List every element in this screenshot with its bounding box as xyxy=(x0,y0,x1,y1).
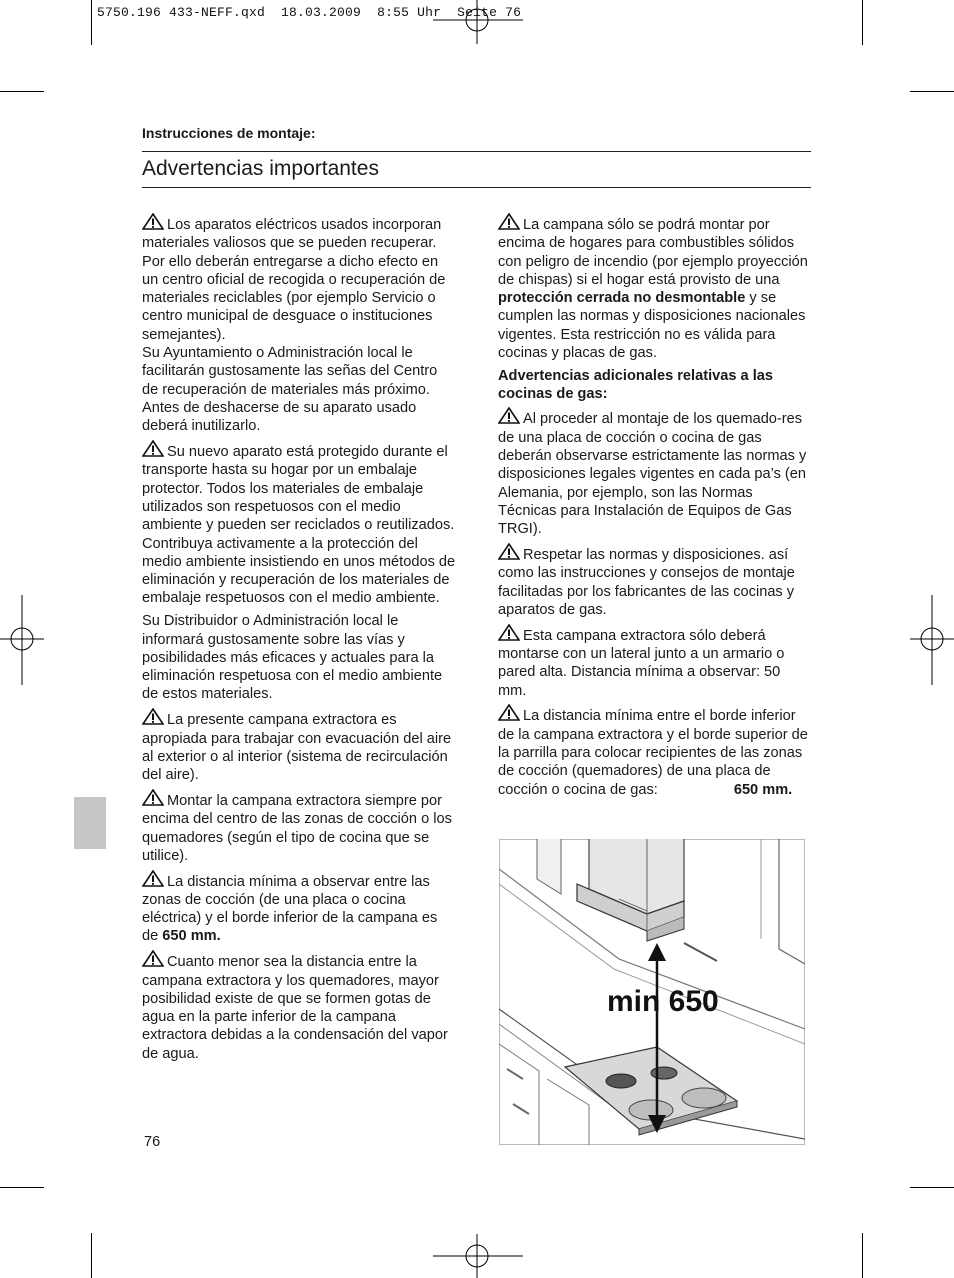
warning-triangle-icon xyxy=(498,407,520,424)
crop-mark xyxy=(910,91,954,92)
paragraph: Su Distribuidor o Administración local le informará gustosamente sobre las vías y posibilidades más eficaces y actuales para la eliminación respetuosa con el medio ambiente de estos materiales. xyxy=(142,613,443,703)
distance-value: 650 mm. xyxy=(733,781,793,798)
warning-triangle-icon xyxy=(142,440,164,457)
warning-triangle-icon xyxy=(498,213,520,230)
crop-mark xyxy=(910,1187,954,1188)
crop-mark xyxy=(862,1233,863,1278)
chapter-tab xyxy=(74,797,106,849)
crop-mark xyxy=(0,91,44,92)
crop-mark xyxy=(862,0,863,45)
paragraph: Montar la campana extractora siempre por encima del centro de las zonas de cocción o los quemadores (según el tipo de cocina que se utilice). xyxy=(142,789,456,865)
warning-triangle-icon xyxy=(142,789,164,806)
registration-mark-icon xyxy=(0,595,44,685)
warning-triangle-icon xyxy=(142,213,164,230)
warning-triangle-icon xyxy=(498,543,520,560)
paragraph: La distancia mínima a observar entre las zonas de cocción (de una placa o cocina eléctrica) y el borde inferior de la campana es de 650 mm. xyxy=(142,870,456,946)
print-slug xyxy=(97,5,521,20)
page-number: 76 xyxy=(144,1134,161,1150)
slug-time: 8:55 Uhr xyxy=(377,5,442,20)
slug-file: 5750.196 433-NEFF.qxd xyxy=(97,5,266,20)
right-column xyxy=(498,213,812,803)
paragraph: Los aparatos eléctricos usados incorporan materiales valiosos que se pueden recuperar. Por ello deberán entregarse a dicho efecto en un centro oficial de recogida o recuperación de materiales reciclables (por ejemplo Servicio o centro municipal de desguace o instituciones semejantes). xyxy=(142,213,456,344)
registration-mark-icon xyxy=(910,595,954,685)
paragraph: Esta campana extractora sólo deberá montarse con un lateral junto a un armario o pared alta. Distancia mínima a observar: 50 mm. xyxy=(498,624,812,700)
registration-mark-icon xyxy=(433,1234,523,1278)
crop-mark xyxy=(0,1187,44,1188)
warning-triangle-icon xyxy=(142,870,164,887)
paragraph: La presente campana extractora es apropiada para trabajar con evacuación del aire al exterior o al interior (sistema de recirculación del aire). xyxy=(142,708,456,784)
paragraph: Al proceder al montaje de los quemado-res de una placa de cocción o cocina de gas deberán observarse estrictamente las normas y disposiciones legales vigentes en cada pa’s (en Alemania, por ejemplo, son las Normas Técnicas para Instalación de Equipos de Gas TRGI). xyxy=(498,407,812,538)
slug-page: Seite 76 xyxy=(457,5,522,20)
left-column xyxy=(142,213,456,1068)
warning-triangle-icon xyxy=(498,624,520,641)
paragraph: Antes de deshacerse de su aparato usado deberá inutilizarlo. xyxy=(142,399,417,435)
subheading: Advertencias adicionales relativas a las cocinas de gas: xyxy=(498,367,774,403)
page-title: Advertencias importantes xyxy=(142,157,379,180)
paragraph: Su Ayuntamiento o Administración local le facilitarán gustosamente las señas del Centro de recuperación de materiales más próximo. xyxy=(142,345,438,398)
slug-date: 18.03.2009 xyxy=(281,5,362,20)
paragraph: Su nuevo aparato está protegido durante el transporte hasta su hogar por un embalaje protector. Todos los materiales de embalaje utilizados son respetuosos con el medio ambiente y pueden ser reciclados o reutilizados. Contribuya activamente a la protección del medio ambiente insistiendo en unos métodos de eliminación y recuperación de los materiales de embalaje respetuosos con el medio ambiente. xyxy=(142,440,456,608)
paragraph: La distancia mínima entre el borde inferior de la campana extractora y el borde superior de la parrilla para colocar recipientes de las zonas de cocción (quemadores) de una placa de cocción o cocina de gas: 650 mm. xyxy=(498,704,812,798)
crop-mark xyxy=(91,1233,92,1278)
warning-triangle-icon xyxy=(142,708,164,725)
paragraph: Cuanto menor sea la distancia entre la campana extractora y los quemadores, mayor posibilidad existe de que se formen gotas de agua en la parte inferior de la campana extractora debidas a la condensación del vapor de agua. xyxy=(142,950,456,1063)
crop-mark xyxy=(91,0,92,45)
distance-value: 650 mm. xyxy=(162,928,221,945)
dimension-label: min 650 xyxy=(607,985,719,1018)
divider xyxy=(142,151,811,152)
warning-triangle-icon xyxy=(498,704,520,721)
emphasis: protección cerrada no desmontable xyxy=(498,290,746,307)
paragraph: Respetar las normas y disposiciones. así como las instrucciones y consejos de montaje facilitadas por los fabricantes de las cocinas y aparatos de gas. xyxy=(498,543,812,619)
section-label: Instrucciones de montaje: xyxy=(142,125,316,141)
warning-triangle-icon xyxy=(142,950,164,967)
divider xyxy=(142,187,811,188)
paragraph: La campana sólo se podrá montar por encima de hogares para combustibles sólidos con peligro de incendio (por ejemplo proyección de chispas) si el hogar está provisto de una protección cerrada no desmontable y se cumplen las normas y disposiciones nacionales vigentes. Esta restricción no es válida para cocinas y placas de gas. xyxy=(498,213,812,362)
